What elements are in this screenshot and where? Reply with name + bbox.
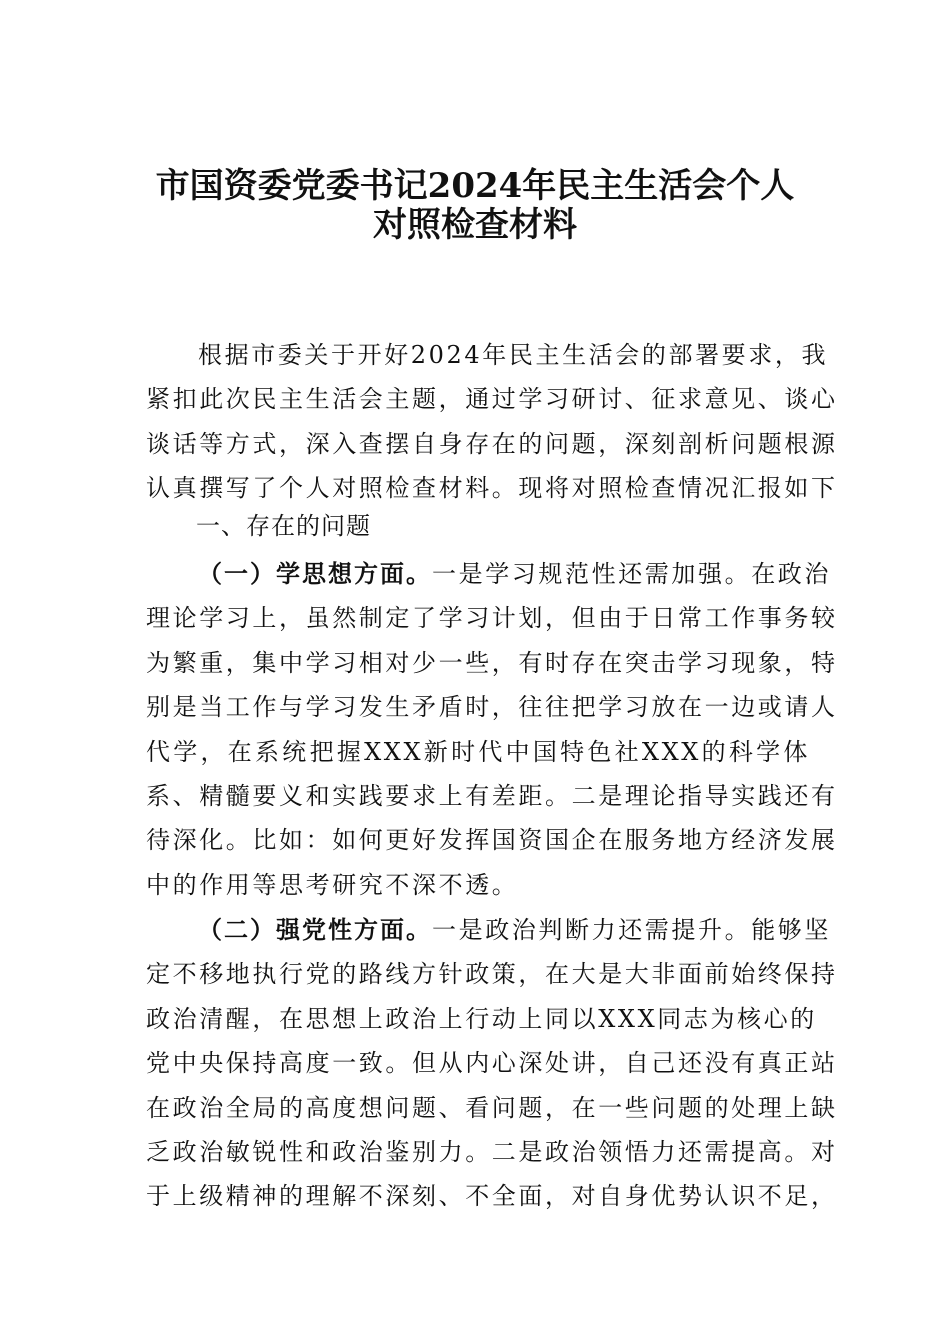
paragraph-line: 系、精髓要义和实践要求上有差距。二是理论指导实践还有: [146, 781, 838, 810]
paragraph-line-text: 一是学习规范性还需加强。在政治: [432, 560, 831, 588]
document-title-line-2: 对照检查材料: [373, 205, 577, 245]
paragraph-subhead: （一）学思想方面。: [198, 560, 432, 588]
paragraph-line: 政治清醒，在思想上政治上行动上同以XXX同志为核心的: [146, 1004, 817, 1033]
paragraph-line-text: 一是政治判断力还需提升。能够坚: [432, 916, 831, 944]
paragraph-line: 党中央保持高度一致。但从内心深处讲，自己还没有真正站: [146, 1049, 838, 1078]
paragraph-line: 理论学习上，虽然制定了学习计划，但由于日常工作事务较: [146, 604, 838, 633]
paragraph-line: 代学，在系统把握XXX新时代中国特色社XXX的科学体: [146, 737, 810, 766]
paragraph-line: 待深化。比如：如何更好发挥国资国企在服务地方经济发展: [146, 826, 838, 855]
paragraph-line: 定不移地执行党的路线方针政策，在大是大非面前始终保持: [146, 960, 838, 989]
intro-line: 紧扣此次民主生活会主题，通过学习研讨、征求意见、谈心: [146, 385, 838, 414]
paragraph-line: 中的作用等思考研究不深不透。: [146, 870, 519, 899]
intro-line: 谈话等方式，深入查摆自身存在的问题，深刻剖析问题根源: [146, 429, 838, 458]
intro-line: 根据市委关于开好2024年民主生活会的部署要求，我: [198, 341, 829, 369]
intro-line: 认真撰写了个人对照检查材料。现将对照检查情况汇报如下: [146, 474, 838, 503]
intro-paragraph: [146, 333, 838, 511]
section-heading: 一、存在的问题: [196, 512, 371, 540]
paragraph-party-spirit: [146, 908, 838, 1219]
paragraph-line: 在政治全局的高度想问题、看问题，在一些问题的处理上缺: [146, 1093, 838, 1122]
paragraph-line: [146, 908, 831, 952]
paragraph-line: 为繁重，集中学习相对少一些，有时存在突击学习现象，特: [146, 648, 838, 677]
paragraph-line: 乏政治敏锐性和政治鉴别力。二是政治领悟力还需提高。对: [146, 1137, 838, 1166]
paragraph-subhead: （二）强党性方面。: [198, 916, 432, 944]
paragraph-study-thought: [146, 552, 838, 907]
paragraph-line: 别是当工作与学习发生矛盾时，往往把学习放在一边或请人: [146, 693, 838, 722]
paragraph-line: [146, 552, 831, 596]
document-title-line-1: 市国资委党委书记2024年民主生活会个人: [155, 166, 795, 206]
paragraph-line: 于上级精神的理解不深刻、不全面，对自身优势认识不足，: [146, 1182, 838, 1211]
